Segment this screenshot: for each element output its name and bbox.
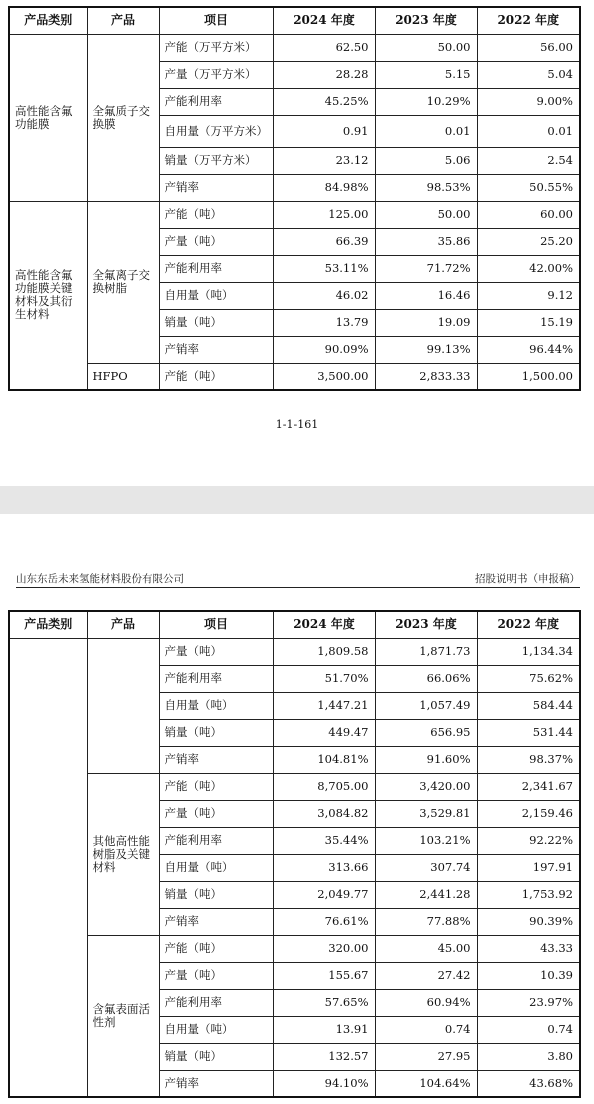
value-2023: 66.06% [375,665,477,692]
item-cell: 销量（吨） [159,309,273,336]
item-cell: 销量（吨） [159,719,273,746]
category-cell: 高性能含氟功能膜关键材料及其衍生材料 [9,201,87,390]
value-2023: 3,529.81 [375,800,477,827]
header-rule [16,587,580,588]
value-2023: 1,057.49 [375,692,477,719]
page-2 [0,514,594,1104]
header-2024: 2024 年度 [273,611,375,638]
value-2024: 76.61% [273,908,375,935]
value-2023: 3,420.00 [375,773,477,800]
value-2024: 1,809.58 [273,638,375,665]
value-2024: 132.57 [273,1043,375,1070]
value-2024: 320.00 [273,935,375,962]
value-2024: 57.65% [273,989,375,1016]
value-2022: 0.74 [477,1016,580,1043]
value-2022: 1,500.00 [477,363,580,390]
item-cell: 产销率 [159,1070,273,1097]
product-cell [87,638,159,773]
value-2023: 307.74 [375,854,477,881]
item-cell: 产能（吨） [159,935,273,962]
product-cell: 全氟质子交换膜 [87,34,159,201]
table-header-row [9,611,580,638]
header-item: 项目 [159,7,273,34]
value-2024: 23.12 [273,147,375,174]
item-cell: 销量（吨） [159,1043,273,1070]
value-2024: 125.00 [273,201,375,228]
value-2022: 3.80 [477,1043,580,1070]
value-2024: 66.39 [273,228,375,255]
capacity-table-page-1 [8,6,581,391]
value-2022: 584.44 [477,692,580,719]
header-product: 产品 [87,7,159,34]
value-2024: 90.09% [273,336,375,363]
header-2024: 2024 年度 [273,7,375,34]
value-2022: 9.00% [477,88,580,115]
table-row [9,935,580,962]
value-2024: 1,447.21 [273,692,375,719]
item-cell: 自用量（吨） [159,282,273,309]
product-cell: 全氟离子交换树脂 [87,201,159,363]
value-2023: 16.46 [375,282,477,309]
page-1 [0,0,594,486]
value-2023: 27.42 [375,962,477,989]
header-2023: 2023 年度 [375,7,477,34]
value-2023: 2,441.28 [375,881,477,908]
table-row [9,638,580,665]
item-cell: 产销率 [159,336,273,363]
item-cell: 产销率 [159,746,273,773]
item-cell: 产能利用率 [159,88,273,115]
value-2024: 3,084.82 [273,800,375,827]
value-2022: 60.00 [477,201,580,228]
value-2024: 13.91 [273,1016,375,1043]
value-2022: 92.22% [477,827,580,854]
item-cell: 产能利用率 [159,827,273,854]
value-2024: 2,049.77 [273,881,375,908]
value-2023: 91.60% [375,746,477,773]
value-2022: 2.54 [477,147,580,174]
header-category: 产品类别 [9,611,87,638]
value-2022: 2,159.46 [477,800,580,827]
value-2022: 75.62% [477,665,580,692]
value-2023: 656.95 [375,719,477,746]
value-2023: 77.88% [375,908,477,935]
category-cell [9,638,87,1097]
item-cell: 产能（吨） [159,201,273,228]
value-2023: 71.72% [375,255,477,282]
item-cell: 产量（吨） [159,962,273,989]
value-2023: 45.00 [375,935,477,962]
page-separator [0,486,594,514]
value-2024: 3,500.00 [273,363,375,390]
item-cell: 产能（吨） [159,773,273,800]
value-2022: 43.33 [477,935,580,962]
value-2024: 0.91 [273,115,375,147]
header-product: 产品 [87,611,159,638]
value-2024: 28.28 [273,61,375,88]
value-2022: 5.04 [477,61,580,88]
value-2022: 50.55% [477,174,580,201]
table-row [9,773,580,800]
product-cell: 其他高性能树脂及关键材料 [87,773,159,935]
value-2023: 98.53% [375,174,477,201]
header-2022: 2022 年度 [477,7,580,34]
value-2023: 19.09 [375,309,477,336]
header-2022: 2022 年度 [477,611,580,638]
item-cell: 产销率 [159,174,273,201]
value-2022: 90.39% [477,908,580,935]
value-2024: 449.47 [273,719,375,746]
value-2023: 50.00 [375,201,477,228]
value-2022: 43.68% [477,1070,580,1097]
value-2022: 531.44 [477,719,580,746]
product-cell: HFPO [87,363,159,390]
value-2022: 1,753.92 [477,881,580,908]
value-2023: 10.29% [375,88,477,115]
item-cell: 自用量（吨） [159,692,273,719]
value-2024: 46.02 [273,282,375,309]
value-2022: 56.00 [477,34,580,61]
value-2024: 8,705.00 [273,773,375,800]
item-cell: 产能（万平方米） [159,34,273,61]
value-2023: 5.15 [375,61,477,88]
header-item: 项目 [159,611,273,638]
value-2022: 1,134.34 [477,638,580,665]
table-header-row [9,7,580,34]
item-cell: 产量（万平方米） [159,61,273,88]
value-2022: 9.12 [477,282,580,309]
item-cell: 产量（吨） [159,800,273,827]
value-2022: 23.97% [477,989,580,1016]
item-cell: 产量（吨） [159,228,273,255]
value-2022: 2,341.67 [477,773,580,800]
value-2023: 0.01 [375,115,477,147]
value-2023: 104.64% [375,1070,477,1097]
value-2024: 51.70% [273,665,375,692]
value-2022: 15.19 [477,309,580,336]
value-2023: 50.00 [375,34,477,61]
item-cell: 销量（万平方米） [159,147,273,174]
value-2024: 62.50 [273,34,375,61]
item-cell: 自用量（吨） [159,854,273,881]
value-2022: 197.91 [477,854,580,881]
value-2024: 313.66 [273,854,375,881]
item-cell: 产销率 [159,908,273,935]
item-cell: 产能利用率 [159,665,273,692]
item-cell: 销量（吨） [159,881,273,908]
value-2023: 0.74 [375,1016,477,1043]
value-2023: 1,871.73 [375,638,477,665]
value-2023: 103.21% [375,827,477,854]
document-type: 招股说明书（申报稿） [475,573,580,585]
company-name: 山东东岳未来氢能材料股份有限公司 [16,573,184,585]
value-2023: 99.13% [375,336,477,363]
value-2022: 96.44% [477,336,580,363]
table-row [9,34,580,61]
item-cell: 产能利用率 [159,989,273,1016]
item-cell: 自用量（万平方米） [159,115,273,147]
value-2022: 42.00% [477,255,580,282]
value-2024: 35.44% [273,827,375,854]
value-2024: 45.25% [273,88,375,115]
item-cell: 产能（吨） [159,363,273,390]
value-2024: 155.67 [273,962,375,989]
item-cell: 自用量（吨） [159,1016,273,1043]
header-2023: 2023 年度 [375,611,477,638]
table-row [9,201,580,228]
header-category: 产品类别 [9,7,87,34]
value-2022: 0.01 [477,115,580,147]
table-row [9,363,580,390]
value-2022: 10.39 [477,962,580,989]
value-2024: 53.11% [273,255,375,282]
page-number: 1-1-161 [275,418,319,431]
value-2024: 94.10% [273,1070,375,1097]
value-2023: 5.06 [375,147,477,174]
value-2023: 27.95 [375,1043,477,1070]
value-2024: 13.79 [273,309,375,336]
category-cell: 高性能含氟功能膜 [9,34,87,201]
value-2023: 35.86 [375,228,477,255]
value-2024: 84.98% [273,174,375,201]
value-2023: 2,833.33 [375,363,477,390]
item-cell: 产量（吨） [159,638,273,665]
value-2022: 98.37% [477,746,580,773]
capacity-table-page-2 [8,610,581,1098]
value-2022: 25.20 [477,228,580,255]
item-cell: 产能利用率 [159,255,273,282]
value-2024: 104.81% [273,746,375,773]
product-cell: 含氟表面活性剂 [87,935,159,1097]
value-2023: 60.94% [375,989,477,1016]
